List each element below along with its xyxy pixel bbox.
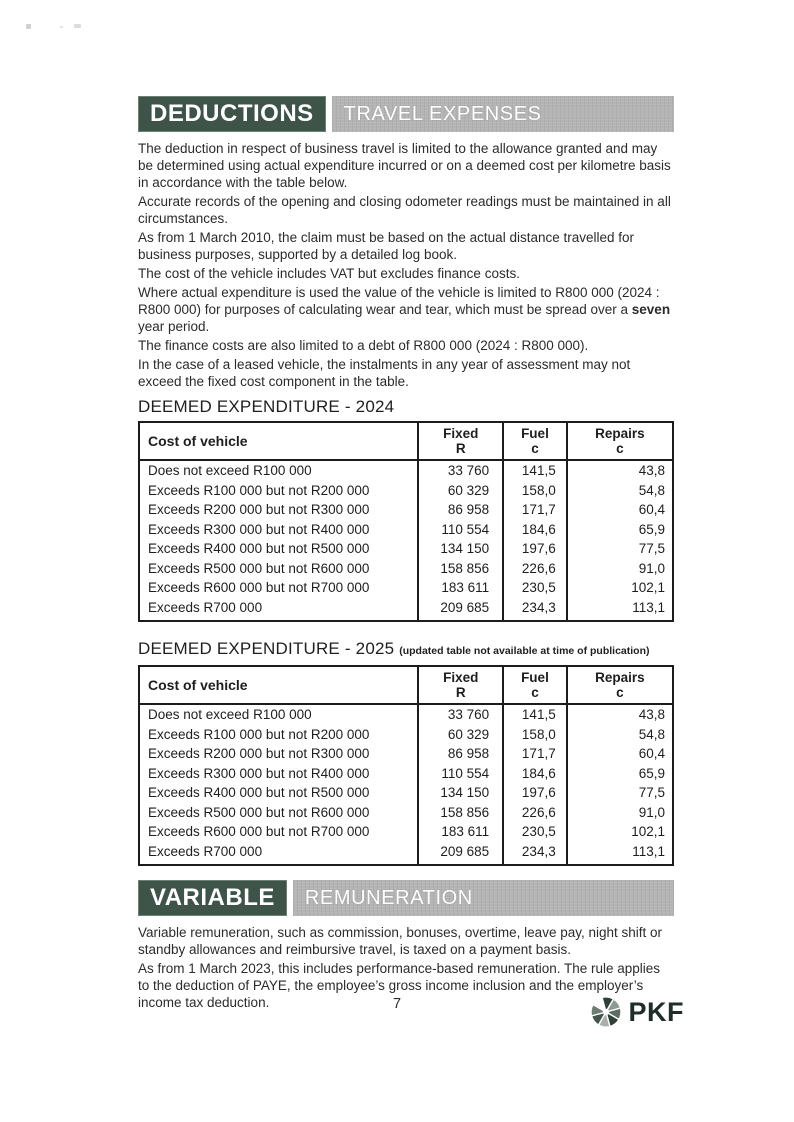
cell-fixed: 158 856 — [418, 803, 503, 823]
scan-artifact — [60, 26, 63, 28]
paragraph-text: year period. — [138, 319, 210, 334]
table-row — [139, 725, 673, 745]
cell-fixed: 110 554 — [418, 520, 503, 540]
cell-cost-of-vehicle: Does not exceed R100 000 — [148, 707, 312, 722]
column-header-fuel — [503, 666, 567, 704]
cell-fuel: 234,3 — [503, 842, 567, 866]
table-row — [139, 460, 673, 481]
table-header-row — [139, 422, 673, 460]
cell-repairs: 113,1 — [567, 598, 673, 622]
cell-fuel: 171,7 — [503, 500, 567, 520]
cell-cost-of-vehicle: Exceeds R500 000 but not R600 000 — [148, 804, 370, 820]
cell-repairs: 102,1 — [567, 822, 673, 842]
column-header-cost-of-vehicle: Cost of vehicle — [139, 422, 418, 460]
travel-paragraph-7: In the case of a leased vehicle, the instalments in any year of assessment may not exceed the fixed cost component in the table. — [138, 357, 631, 389]
travel-paragraph-1: The deduction in respect of business travel is limited to the allowance granted and may be determined using actual expenditure incurred or on a deemed cost per kilometre basis in accordance with the table below. — [138, 141, 671, 190]
table-row — [139, 704, 673, 725]
cell-repairs: 65,9 — [567, 520, 673, 540]
cell-repairs: 43,8 — [567, 704, 673, 725]
pkf-pinwheel-icon — [588, 994, 624, 1030]
column-label: Fuel — [521, 426, 549, 441]
cell-cost-of-vehicle: Exceeds R400 000 but not R500 000 — [148, 785, 370, 800]
cell-fuel: 184,6 — [503, 520, 567, 540]
cell-cost-of-vehicle: Exceeds R200 000 but not R300 000 — [148, 746, 370, 761]
cell-fixed: 158 856 — [418, 559, 503, 579]
title-text: DEEMED EXPENDITURE - 2025 — [138, 639, 395, 658]
page-number: 7 — [392, 996, 402, 1012]
cell-fixed: 86 958 — [418, 744, 503, 764]
cell-fixed: 86 958 — [418, 500, 503, 520]
page-content — [138, 96, 674, 1011]
table-row — [139, 783, 673, 803]
column-header-repairs — [567, 422, 673, 460]
cell-fixed: 209 685 — [418, 842, 503, 866]
column-header-repairs — [567, 666, 673, 704]
cell-fixed: 33 760 — [418, 704, 503, 725]
column-unit: c — [616, 685, 624, 700]
column-label: Fuel — [521, 670, 549, 685]
deductions-header-box: DEDUCTIONS — [138, 96, 326, 132]
cell-cost-of-vehicle: Exceeds R400 000 but not R500 000 — [148, 541, 370, 556]
cell-cost-of-vehicle: Exceeds R700 000 — [148, 599, 263, 615]
column-label: Fixed — [443, 426, 479, 441]
table-body — [139, 704, 673, 865]
travel-expenses-header-band: TRAVEL EXPENSES — [332, 96, 674, 132]
travel-paragraph-3: As from 1 March 2010, the claim must be based on the actual distance travelled for business purposes, supported by a detailed log book. — [138, 230, 635, 262]
column-label: Repairs — [595, 670, 645, 685]
cell-repairs: 102,1 — [567, 578, 673, 598]
table-row — [139, 842, 673, 866]
table-row — [139, 803, 673, 823]
pkf-logo-text: PKF — [628, 996, 684, 1027]
cell-cost-of-vehicle: Exceeds R100 000 but not R200 000 — [148, 482, 370, 498]
cell-fixed: 134 150 — [418, 539, 503, 559]
cell-repairs: 77,5 — [567, 783, 673, 803]
cell-fuel: 141,5 — [503, 704, 567, 725]
cell-fuel: 226,6 — [503, 559, 567, 579]
cell-fuel: 197,6 — [503, 783, 567, 803]
column-label: Fixed — [443, 670, 479, 685]
cell-repairs: 113,1 — [567, 842, 673, 866]
table-row — [139, 744, 673, 764]
cell-cost-of-vehicle: Does not exceed R100 000 — [148, 463, 312, 478]
travel-paragraph-4: The cost of the vehicle includes VAT but excludes finance costs. — [138, 266, 520, 281]
cell-fuel: 230,5 — [503, 578, 567, 598]
cell-repairs: 91,0 — [567, 803, 673, 823]
remuneration-header-band: REMUNERATION — [293, 880, 674, 916]
deemed-expenditure-2025-table — [138, 665, 674, 866]
travel-paragraph-6: The finance costs are also limited to a debt of R800 000 (2024 : R800 000). — [138, 338, 589, 353]
cell-fixed: 134 150 — [418, 783, 503, 803]
cell-fuel: 184,6 — [503, 764, 567, 784]
table-row — [139, 559, 673, 579]
cell-fixed: 33 760 — [418, 460, 503, 481]
column-unit: c — [531, 441, 539, 456]
column-header-fixed — [418, 666, 503, 704]
variable-section-header — [138, 880, 674, 916]
cell-cost-of-vehicle: Exceeds R300 000 but not R400 000 — [148, 765, 370, 781]
scan-artifact — [26, 24, 31, 29]
variable-header-box: VARIABLE — [138, 880, 287, 916]
cell-fixed: 183 611 — [418, 578, 503, 598]
travel-paragraph-5 — [138, 284, 674, 335]
variable-paragraph-2: As from 1 March 2023, this includes performance-based remuneration. The rule applies to the deduction of PAYE, the employee’s gross income inclusion and the employer’s income tax deduction. — [138, 961, 661, 1010]
bold-word-seven: seven — [631, 302, 671, 317]
column-label: Repairs — [595, 426, 645, 441]
cell-repairs: 77,5 — [567, 539, 673, 559]
cell-cost-of-vehicle: Exceeds R100 000 but not R200 000 — [148, 726, 370, 742]
variable-paragraph-1: Variable remuneration, such as commission, bonuses, overtime, leave pay, night shift or standby allowances and reimbursive travel, is taxed on a payment basis. — [138, 925, 663, 957]
column-unit: R — [455, 441, 466, 456]
cell-fuel: 141,5 — [503, 460, 567, 481]
pkf-logo — [588, 994, 685, 1030]
table-row — [139, 539, 673, 559]
cell-fuel: 226,6 — [503, 803, 567, 823]
cell-repairs: 60,4 — [567, 500, 673, 520]
table-row — [139, 764, 673, 784]
cell-repairs: 54,8 — [567, 725, 673, 745]
column-unit: c — [531, 685, 539, 700]
cell-repairs: 65,9 — [567, 764, 673, 784]
deemed-2024-title: DEEMED EXPENDITURE - 2024 — [138, 397, 395, 416]
cell-cost-of-vehicle: Exceeds R300 000 but not R400 000 — [148, 521, 370, 537]
cell-fixed: 209 685 — [418, 598, 503, 622]
table-body — [139, 460, 673, 621]
travel-paragraph-2: Accurate records of the opening and closing odometer readings must be maintained in all circumstances. — [138, 194, 671, 226]
cell-fuel: 230,5 — [503, 822, 567, 842]
paragraph-text: Where actual expenditure is used the value of the vehicle is limited to R800 000 (2024 : R800 000) for purposes of calculating wear and tear, which must be spread over a — [138, 285, 660, 317]
cell-fixed: 60 329 — [418, 725, 503, 745]
table-row — [139, 822, 673, 842]
cell-fuel: 234,3 — [503, 598, 567, 622]
cell-fixed: 60 329 — [418, 481, 503, 501]
column-header-fuel — [503, 422, 567, 460]
table-row — [139, 578, 673, 598]
cell-cost-of-vehicle: Exceeds R600 000 but not R700 000 — [148, 824, 370, 839]
deemed-2025-note: (updated table not available at time of publication) — [399, 645, 650, 657]
column-unit: R — [455, 685, 466, 700]
column-header-fixed — [418, 422, 503, 460]
cell-fuel: 171,7 — [503, 744, 567, 764]
table-row — [139, 520, 673, 540]
scan-artifact — [74, 24, 81, 28]
cell-cost-of-vehicle: Exceeds R600 000 but not R700 000 — [148, 580, 370, 595]
cell-repairs: 91,0 — [567, 559, 673, 579]
column-unit: c — [616, 441, 624, 456]
cell-fuel: 158,0 — [503, 481, 567, 501]
table-row — [139, 481, 673, 501]
deemed-expenditure-2024-table — [138, 421, 674, 622]
deductions-section-header — [138, 96, 674, 132]
column-header-cost-of-vehicle: Cost of vehicle — [139, 666, 418, 704]
cell-fixed: 183 611 — [418, 822, 503, 842]
cell-cost-of-vehicle: Exceeds R500 000 but not R600 000 — [148, 560, 370, 576]
cell-cost-of-vehicle: Exceeds R200 000 but not R300 000 — [148, 502, 370, 517]
cell-fuel: 158,0 — [503, 725, 567, 745]
table-row — [139, 500, 673, 520]
deemed-2025-title — [138, 638, 674, 662]
cell-fixed: 110 554 — [418, 764, 503, 784]
cell-repairs: 43,8 — [567, 460, 673, 481]
cell-repairs: 60,4 — [567, 744, 673, 764]
table-row — [139, 598, 673, 622]
cell-cost-of-vehicle: Exceeds R700 000 — [148, 843, 263, 859]
table-header-row — [139, 666, 673, 704]
cell-repairs: 54,8 — [567, 481, 673, 501]
cell-fuel: 197,6 — [503, 539, 567, 559]
